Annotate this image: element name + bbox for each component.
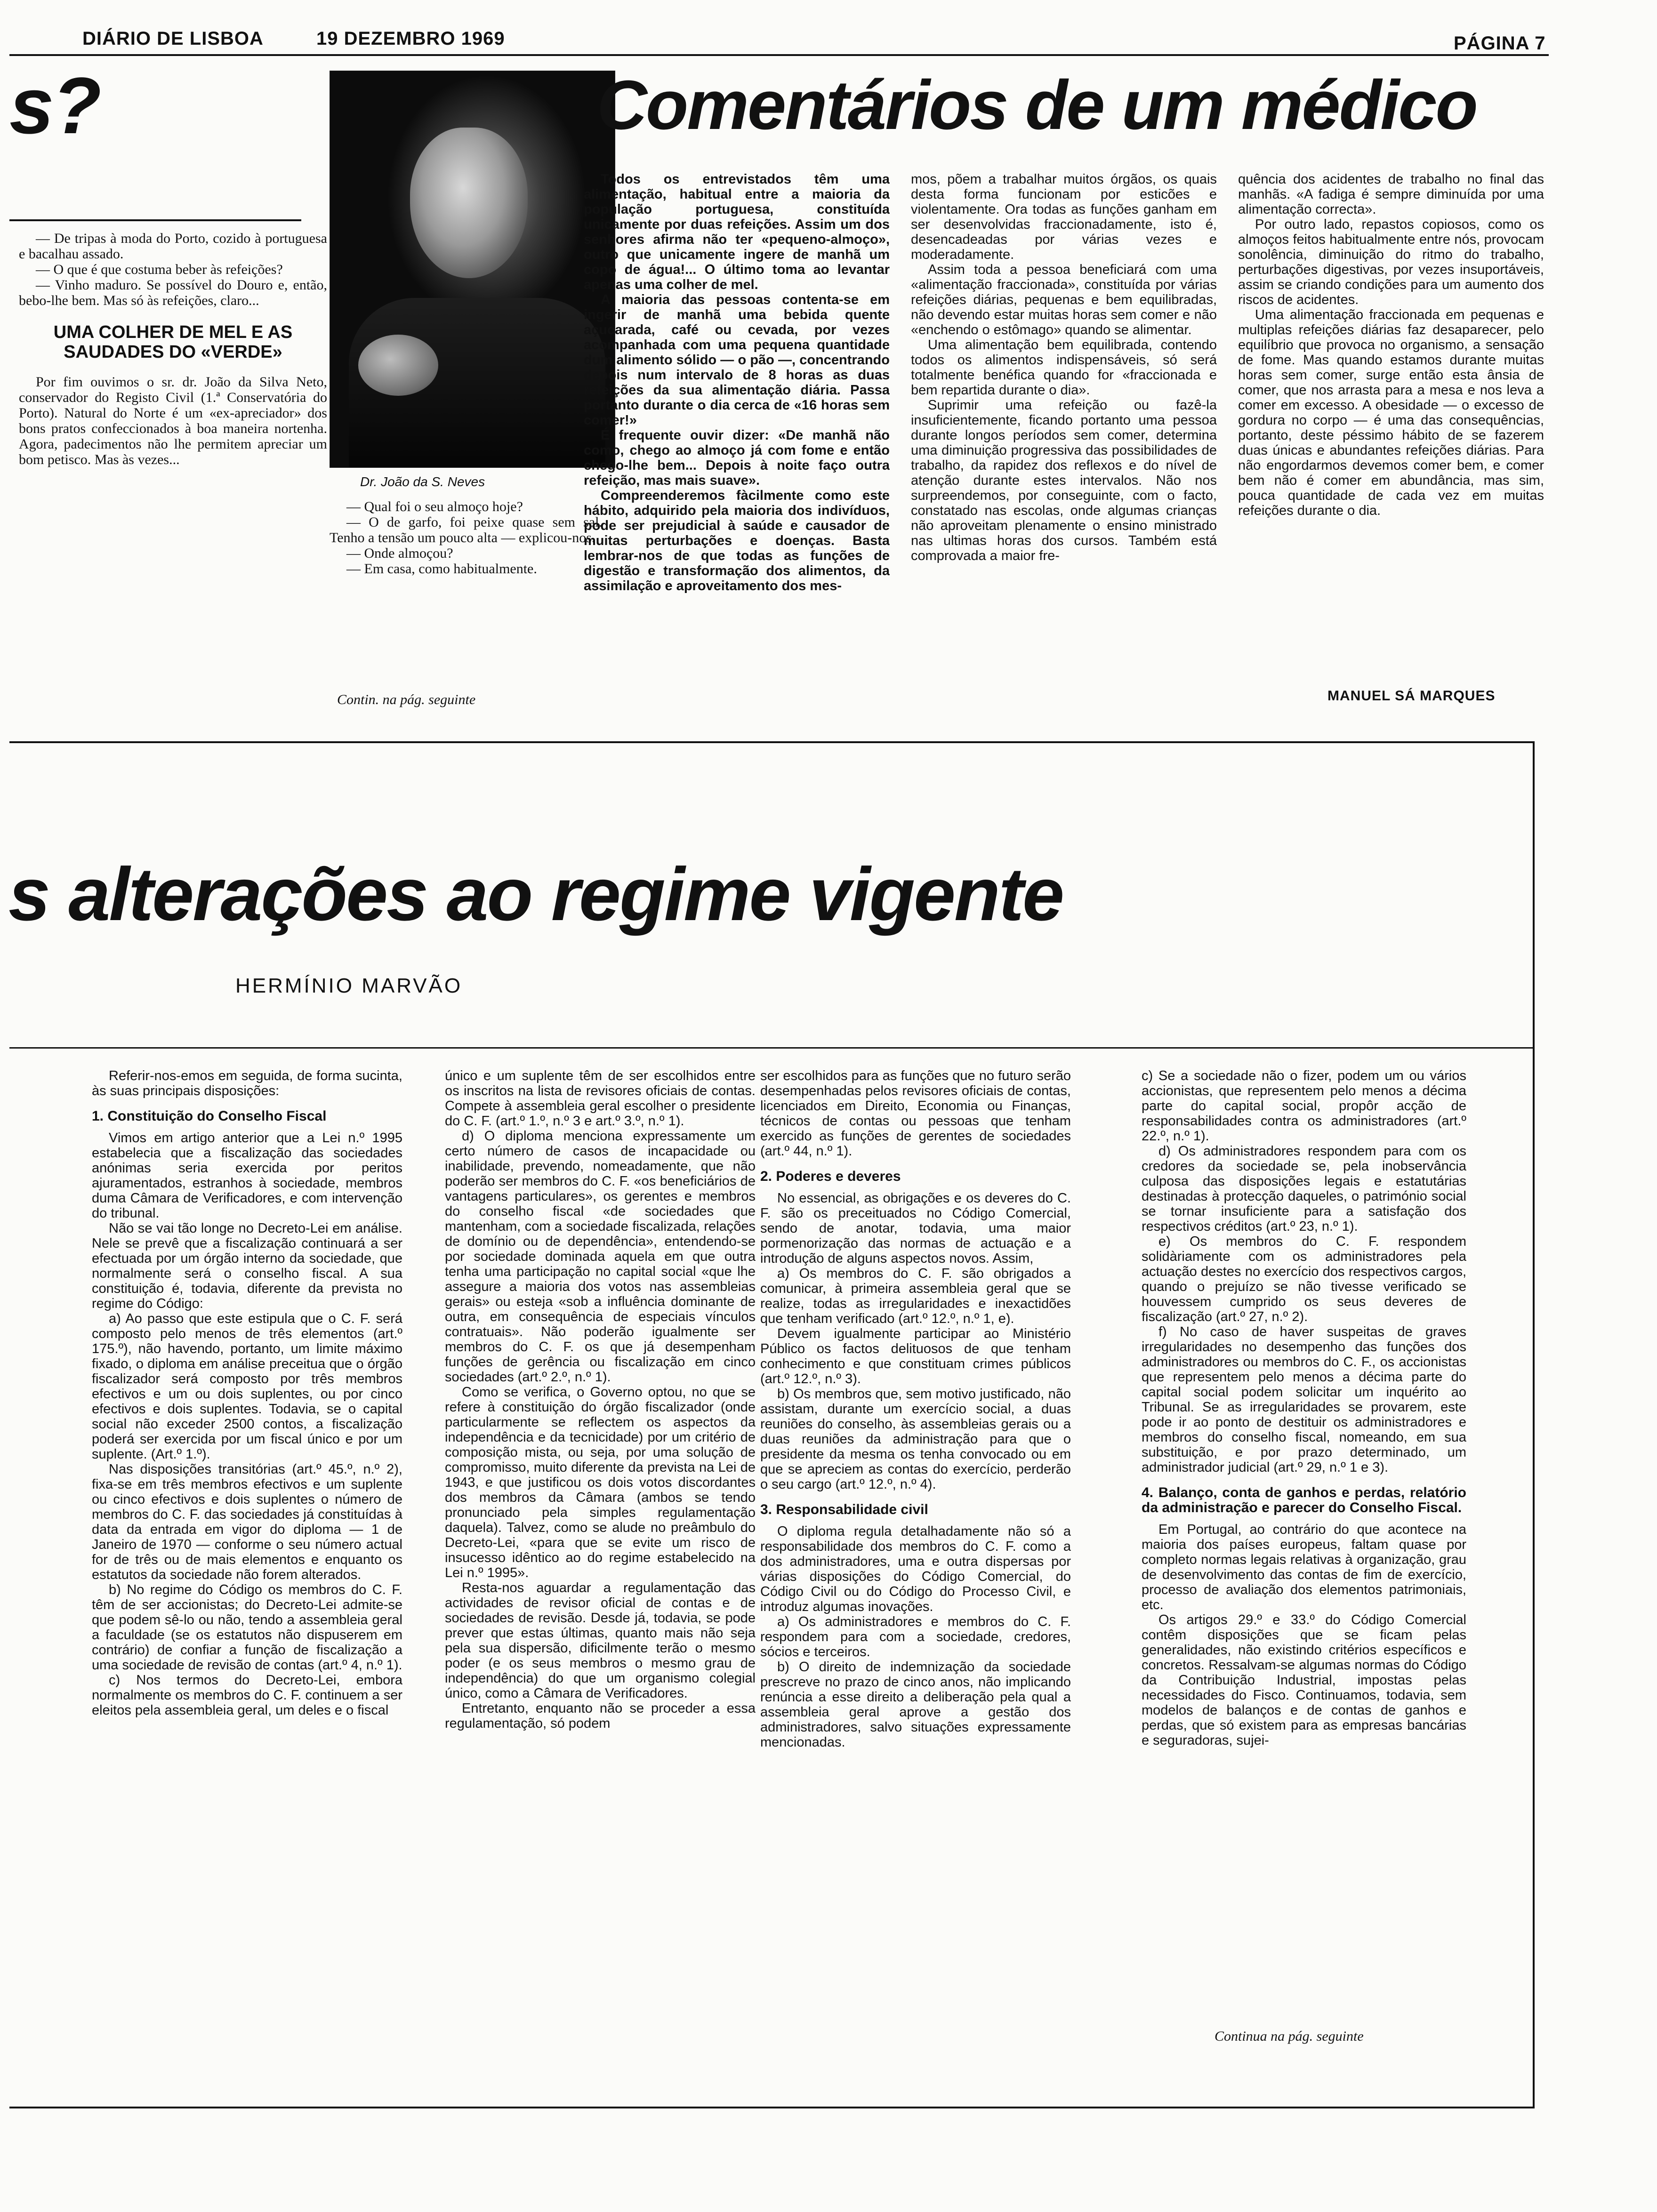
medico-paragraph: Uma alimentação fraccionada em pequenas e multiplas refeições diárias faz desaparecer, pelo equilíbrio que provoca no organismo, a sensação de fome. Mas quando estamos durante muitas horas sem comer, surge então esta ânsia de comer, que nos arrasta para a mesa e nos leva a comer em excesso. A obesidade — o excesso de gordura no corpo — é uma das consequências, portanto, deste péssimo hábito de se fazerem duas únicas e abundantes refeições diárias. Para não engordarmos devemos comer bem, e comer bem não é comer em abundância, mas sim, pouca quantidade de cada vez em muitas refeições durante o dia. [1238,307,1544,518]
left-subhead: UMA COLHER DE MEL E AS SAUDADES DO «VERDE» [53,322,293,362]
masthead-rule [9,54,1549,56]
regime-column-1 [92,1068,402,2047]
interview-paragraph: — O de garfo, foi peixe quase sem sal. Tenho a tensão um pouco alta — explicou-nos. [330,514,603,545]
interview-paragraph: — Em casa, como habitualmente. [346,561,537,577]
medico-paragraph: quência dos acidentes de trabalho no final das manhãs. «A fadiga é sempre diminuída por uma alimentação correcta». [1238,172,1544,217]
regime-column-4 [1142,1068,1466,2019]
photo-interview-column [330,499,603,678]
regime-paragraph: Os artigos 29.º e 33.º do Código Comercial contêm disposições que se ficam pelas generalidades, não existindo critérios específicos e concretos. Ressalvam-se algumas normas do Código da Contribuição Industrial, impostas pelas necessidades do Fisco. Continuamos, todavia, sem modelos de balanços e de contas de ganhos e perdas, que só existem para as empresas bancárias e seguradoras, sujei- [1142,1612,1466,1748]
paper-name: DIÁRIO DE LISBOA [82,28,264,49]
regime-paragraph: f) No caso de haver suspeitas de graves irregularidades no desempenho das funções dos administradores ou membros do C. F., os accionistas que representem pelo menos a décima parte do capital social podem solicitar um inquérito ao Tribunal. Se as irregularidades se provarem, este pode ir ao ponto de destituir os administradores e membros do conselho fiscal, nomeando, em sua substituição, e por prazo determinado, um administrador judicial (art.º 29, n.º 1 e 3). [1142,1324,1466,1475]
interview-paragraph: — Onde almoçou? [346,545,453,561]
interview-paragraph: Por fim ouvimos o sr. dr. João da Silva Neto, conservador do Registo Civil (1.ª Conservatória do Porto). Natural do Norte é um «ex-apreciador» dos bons pratos confeccionados à boa maneira nortenha. Agora, padecimentos não lhe permitem apreciar um bom petisco. Mas às vezes... [19,374,327,467]
regime-paragraph: c) Nos termos do Decreto-Lei, embora normalmente os membros do C. F. continuem a ser eleitos pela assembleia geral, um deles e o fiscal [92,1673,402,1718]
regime-paragraph: Entretanto, enquanto não se proceder a essa regulamentação, só podem [445,1701,756,1731]
medico-paragraph: Assim toda a pessoa beneficiará com uma «alimentação fraccionada», constituída por várias refeições diárias, pequenas e bem equilibradas, não devendo estar muitas horas sem comer e não «enchendo o estômago» quando se alimentar. [911,262,1217,337]
continued-note-left: Contin. na pág. seguinte [337,692,476,707]
regime-paragraph: e) Os membros do C. F. respondem solidàriamente com os administradores pela actuação destes no exercício dos respectivos cargos, quando o prejuízo se não tivesse verificado se houvessem cumprido os seus deveres de fiscalização (art.º 27, n.º 2). [1142,1234,1466,1324]
regime-column-3 [760,1068,1071,2047]
regime-paragraph: b) Os membros que, sem motivo justificado, não assistam, durante um exercício social, a duas reuniões do conselho, às assembleias gerais ou a duas reuniões da administração para que o presidente da mesma os tenha convocado ou em que se apreciem as contas do exercício, perderão o seu cargo (art.º 12.º, n.º 4). [760,1387,1071,1492]
regime-headline: s alterações ao regime vigente [8,852,1063,936]
medico-paragraph: Todos os entrevistados têm uma alimentação, habitual entre a maioria da população portuguesa, constituída unicamente por duas refeições. Assim um dos senhores afirma não ter «pequeno-almoço», outro que unicamente ingere de manhã um copo de água!... O último toma ao levantar apenas uma colher de mel. [584,172,890,292]
regime-column-2 [445,1068,756,2047]
medico-column-2 [911,172,1217,718]
medico-signature: MANUEL SÁ MARQUES [1327,688,1496,704]
portrait-photo [330,71,615,468]
regime-paragraph: a) Os administradores e membros do C. F. respondem para com a sociedade, credores, sócios e terceiros. [760,1614,1071,1659]
medico-paragraph: mos, põem a trabalhar muitos órgãos, os quais desta forma funcionam por esticões e violentamente. Ora todas as funções ganham em ser desenvolvidas fraccionadamente, isto é, desencadeadas por várias vezes e moderadamente. [911,172,1217,262]
regime-paragraph: No essencial, as obrigações e os deveres do C. F. são os preceituados no Código Comercial, sendo de anotar, todavia, uma maior pormenorização das normas de actuação e a introdução de alguns aspectos novos. Assim, [760,1191,1071,1266]
regime-paragraph: Vimos em artigo anterior que a Lei n.º 1995 estabelecia que a fiscalização das sociedades anónimas seria exercida por peritos ajuramentados, estranhos à sociedade, membros duma Câmara de Verificadores, e com intervenção do tribunal. [92,1130,402,1221]
regime-paragraph: Em Portugal, ao contrário do que acontece na maioria dos países europeus, faltam quase por completo normas legais relativas à organização, grau de desenvolvimento das contas de fim de exercício, processo de avaliação dos elementos patrimoniais, etc. [1142,1522,1466,1612]
regime-paragraph: Resta-nos aguardar a regulamentação das actividades de revisor oficial de contas e de sociedades de revisão. Desde já, todavia, se pode prever que estas últimas, quanto mais não seja pela sua dispersão, dificilmente terão o mesmo poder (e os seus membros o mesmo grau de independência) do que um organismo colegial único, como a Câmara de Verificadores. [445,1580,756,1701]
regime-paragraph: ser escolhidos para as funções que no futuro serão desempenhadas pelos revisores oficiais de contas, licenciados em Direito, Economia ou Finanças, técnicos de contas ou pessoas que tenham exercido as funções de gerentes de sociedades (art.º 44, n.º 1). [760,1068,1071,1159]
regime-paragraph: O diploma regula detalhadamente não só a responsabilidade dos membros do C. F. como a dos administradores, uma e outra dispersas por várias disposições do Código Comercial, do Código Civil ou do Código do Processo Civil, e introduz algumas inovações. [760,1524,1071,1614]
regime-paragraph: Não se vai tão longe no Decreto-Lei em análise. Nele se prevê que a fiscalização continuará a ser efectuada por um órgão interno da sociedade, que normalmente será o conselho fiscal. A sua constituição é, todavia, diferente da prevista no regime do Código: [92,1221,402,1311]
issue-date: 19 DEZEMBRO 1969 [316,28,505,49]
interview-paragraph: — Qual foi o seu almoço hoje? [346,499,523,514]
regime-paragraph: a) Os membros do C. F. são obrigados a comunicar, à primeira assembleia geral que se realize, todas as irregularidades e inexactidões que tenham verificado (art.º 12.º, n.º 1, e). [760,1266,1071,1326]
left-headline-fragment: s? [9,61,100,151]
regime-paragraph: d) O diploma menciona expressamente um certo número de casos de incapacidade ou inabilidade, prevendo, nomeadamente, que não poderão ser membros do C. F. «os beneficiários de vantagens particulares», os gerentes e membros do conselho fiscal «de sociedades que mantenham, com a sociedade fiscalizada, relações de domínio ou de dependência», entendendo-se por sociedade dominada aquela em que outra tenha uma participação no capital social «que lhe assegure a maioria dos votos nas assembleias gerais» ou esteja «sob a influência dominante de outra, em consequência de especiais vínculos contratuais». Não poderão igualmente ser membros do C. F. os que já desempenham funções de gerência ou fiscalização em cinco sociedades (art.º 2.º, n.º 1). [445,1129,756,1385]
continued-note-regime: Continua na pág. seguinte [1215,2028,1364,2044]
section-heading: 2. Poderes e deveres [760,1169,901,1184]
section-heading: 1. Constituição do Conselho Fiscal [92,1108,327,1124]
section-heading: 4. Balanço, conta de ganhos e perdas, relatório da administração e parecer do Conselho Fiscal. [1142,1485,1466,1515]
medico-paragraph: Uma alimentação bem equilibrada, contendo todos os alimentos indispensáveis, só será totalmente benéfica quando for «fraccionada e bem repartida durante o dia». [911,337,1217,398]
photo-caption: Dr. João da S. Neves [360,474,485,489]
medico-paragraph: Compreenderemos fàcilmente como este hábito, adquirido pela maioria dos indivíduos, pode ser prejudicial à saúde e causador de muitas perturbações e doenças. Basta lembrar-nos de que todas as funções de digestão e transformação dos alimentos, da assimilação e aproveitamento dos mes- [584,488,890,593]
interview-paragraph: — O que é que costuma beber às refeições? [36,262,283,277]
section-heading: 3. Responsabilidade civil [760,1502,928,1517]
regime-paragraph: Referir-nos-emos em seguida, de forma sucinta, às suas principais disposições: [92,1068,402,1098]
box-bottom-border [9,2107,1535,2108]
regime-paragraph: c) Se a sociedade não o fizer, podem um ou vários accionistas, que representem pelo menos a décima parte do capital social, propôr acção de responsabilidades contra os administradores (art.º 22.º, n.º 1). [1142,1068,1466,1144]
regime-paragraph: d) Os administradores respondem para com os credores da sociedade se, pela inobservância culposa das disposições legais e estatutárias destinadas à protecção daqueles, o património social se tornar insuficiente para a satisfação dos respectivos créditos (art.º 23, n.º 1). [1142,1144,1466,1234]
regime-header-rule [9,1047,1533,1049]
medico-paragraph: A maioria das pessoas contenta-se em ingerir de manhã uma bebida quente açucarada, café ou cevada, por vezes acompanhada com uma pequena quantidade dum alimento sólido — o pão —, concentrando depois num intervalo de 8 horas as duas refeições da sua alimentação diária. Passa portanto durante o dia cerca de «16 horas sem comer!» [584,292,890,428]
regime-paragraph: Como se verifica, o Governo optou, no que se refere à constituição do órgão fiscalizador (onde particularmente se reflectem os aspectos da independência e da tecnicidade) por um critério de composição mista, ou seja, por uma solução de compromisso, muito diferente da prevista na Lei de 1943, e que justificou os dois votos discordantes dos membros da Câmara (ambos se tendo pronunciado pela simples regulamentação daquela). Talvez, como se alude no preâmbulo do Decreto-Lei, «para que se evite um risco de insucesso idêntico ao do regime estabelecido na Lei n.º 1995». [445,1385,756,1580]
medico-paragraph: É frequente ouvir dizer: «De manhã não como, chego ao almoço já com fome e então chego-lhe bem... Depois à noite faço outra refeição, mas mais suave». [584,428,890,488]
interview-paragraph: — Vinho maduro. Se possível do Douro e, então, bebo-lhe bem. Mas só às refeições, claro... [19,277,327,308]
regime-paragraph: Nas disposições transitórias (art.º 45.º, n.º 2), fixa-se em três membros efectivos e um suplente ou cinco efectivos e dois suplentes o número de membros do C. F. das sociedades já constituídas à data da entrada em vigor do diploma — 1 de Janeiro de 1970 — conforme o seu número actual for de três ou de mais elementos e enquanto os estatutos da sociedade não forem alterados. [92,1462,402,1582]
regime-paragraph: b) O direito de indemnização da sociedade prescreve no prazo de cinco anos, não implicando renúncia a esse direito a deliberação pela qual a assembleia geral aprove a gestão dos administradores, salvo situações expressamente mencionadas. [760,1659,1071,1750]
left-article-column [19,231,327,720]
medico-column-3 [1238,172,1544,680]
regime-byline: HERMÍNIO MARVÃO [235,974,463,997]
medico-paragraph: Suprimir uma refeição ou fazê-la insuficientemente, ficando portanto uma pessoa durante longos períodos sem comer, determina uma diminuição progressiva das possibilidades de trabalho, da rapidez dos reflexos e do nível de atenção durante estes intervalos. Não nos surpreendemos, por conseguinte, com o facto, constatado nas escolas, onde algumas crianças não aproveitam plenamente o ensino ministrado nas ultimas horas dos cursos. Também está comprovada a maior fre- [911,398,1217,563]
regime-paragraph: a) Ao passo que este estipula que o C. F. será composto pelo menos de três elementos (art.º 175.º), não havendo, portanto, um limite máximo fixado, o diploma em análise preceitua que o órgão fiscalizador será composto por três membros efectivos e um ou dois suplentes, ou por cinco efectivos e dois suplentes. Todavia, se o capital social não exceder 2500 contos, a fiscalização poderá ser exercida por um fiscal único e por um suplente. (Art.º 1.º). [92,1311,402,1462]
box-right-border [1533,741,1535,2108]
left-rule [9,219,301,221]
regime-paragraph: b) No regime do Código os membros do C. F. têm de ser accionistas; do Decreto-Lei admite-se que podem sê-lo ou não, tendo a assembleia geral a faculdade (se os estatutos não dispuserem em contrário) de confiar a função de fiscalização a uma sociedade de revisão de contas (art.º 4, n.º 1). [92,1582,402,1673]
page-number: PÁGINA 7 [1454,33,1546,54]
medico-headline: Comentários de um médico [597,66,1477,144]
medico-paragraph: Por outro lado, repastos copiosos, como os almoços feitos habitualmente entre nós, provocam sonolência, diminuição do ritmo do trabalho, perturbações digestivas, por vezes insuportáveis, assim se criando condições para um aumento dos riscos de acidentes. [1238,217,1544,307]
box-top-border [9,741,1535,743]
medico-column-1 [584,172,890,718]
interview-paragraph: — De tripas à moda do Porto, cozido à portuguesa e bacalhau assado. [19,231,327,262]
regime-paragraph: Devem igualmente participar ao Ministério Público os factos delituosos de que tenham conhecimento e que constituam crimes públicos (art.º 12.º, n.º 3). [760,1326,1071,1387]
regime-paragraph: único e um suplente têm de ser escolhidos entre os inscritos na lista de revisores oficiais de contas. Compete à assembleia geral escolher o presidente do C. F. (art.º 1.º, n.º 3 e art.º 3.º, n.º 1). [445,1068,756,1129]
